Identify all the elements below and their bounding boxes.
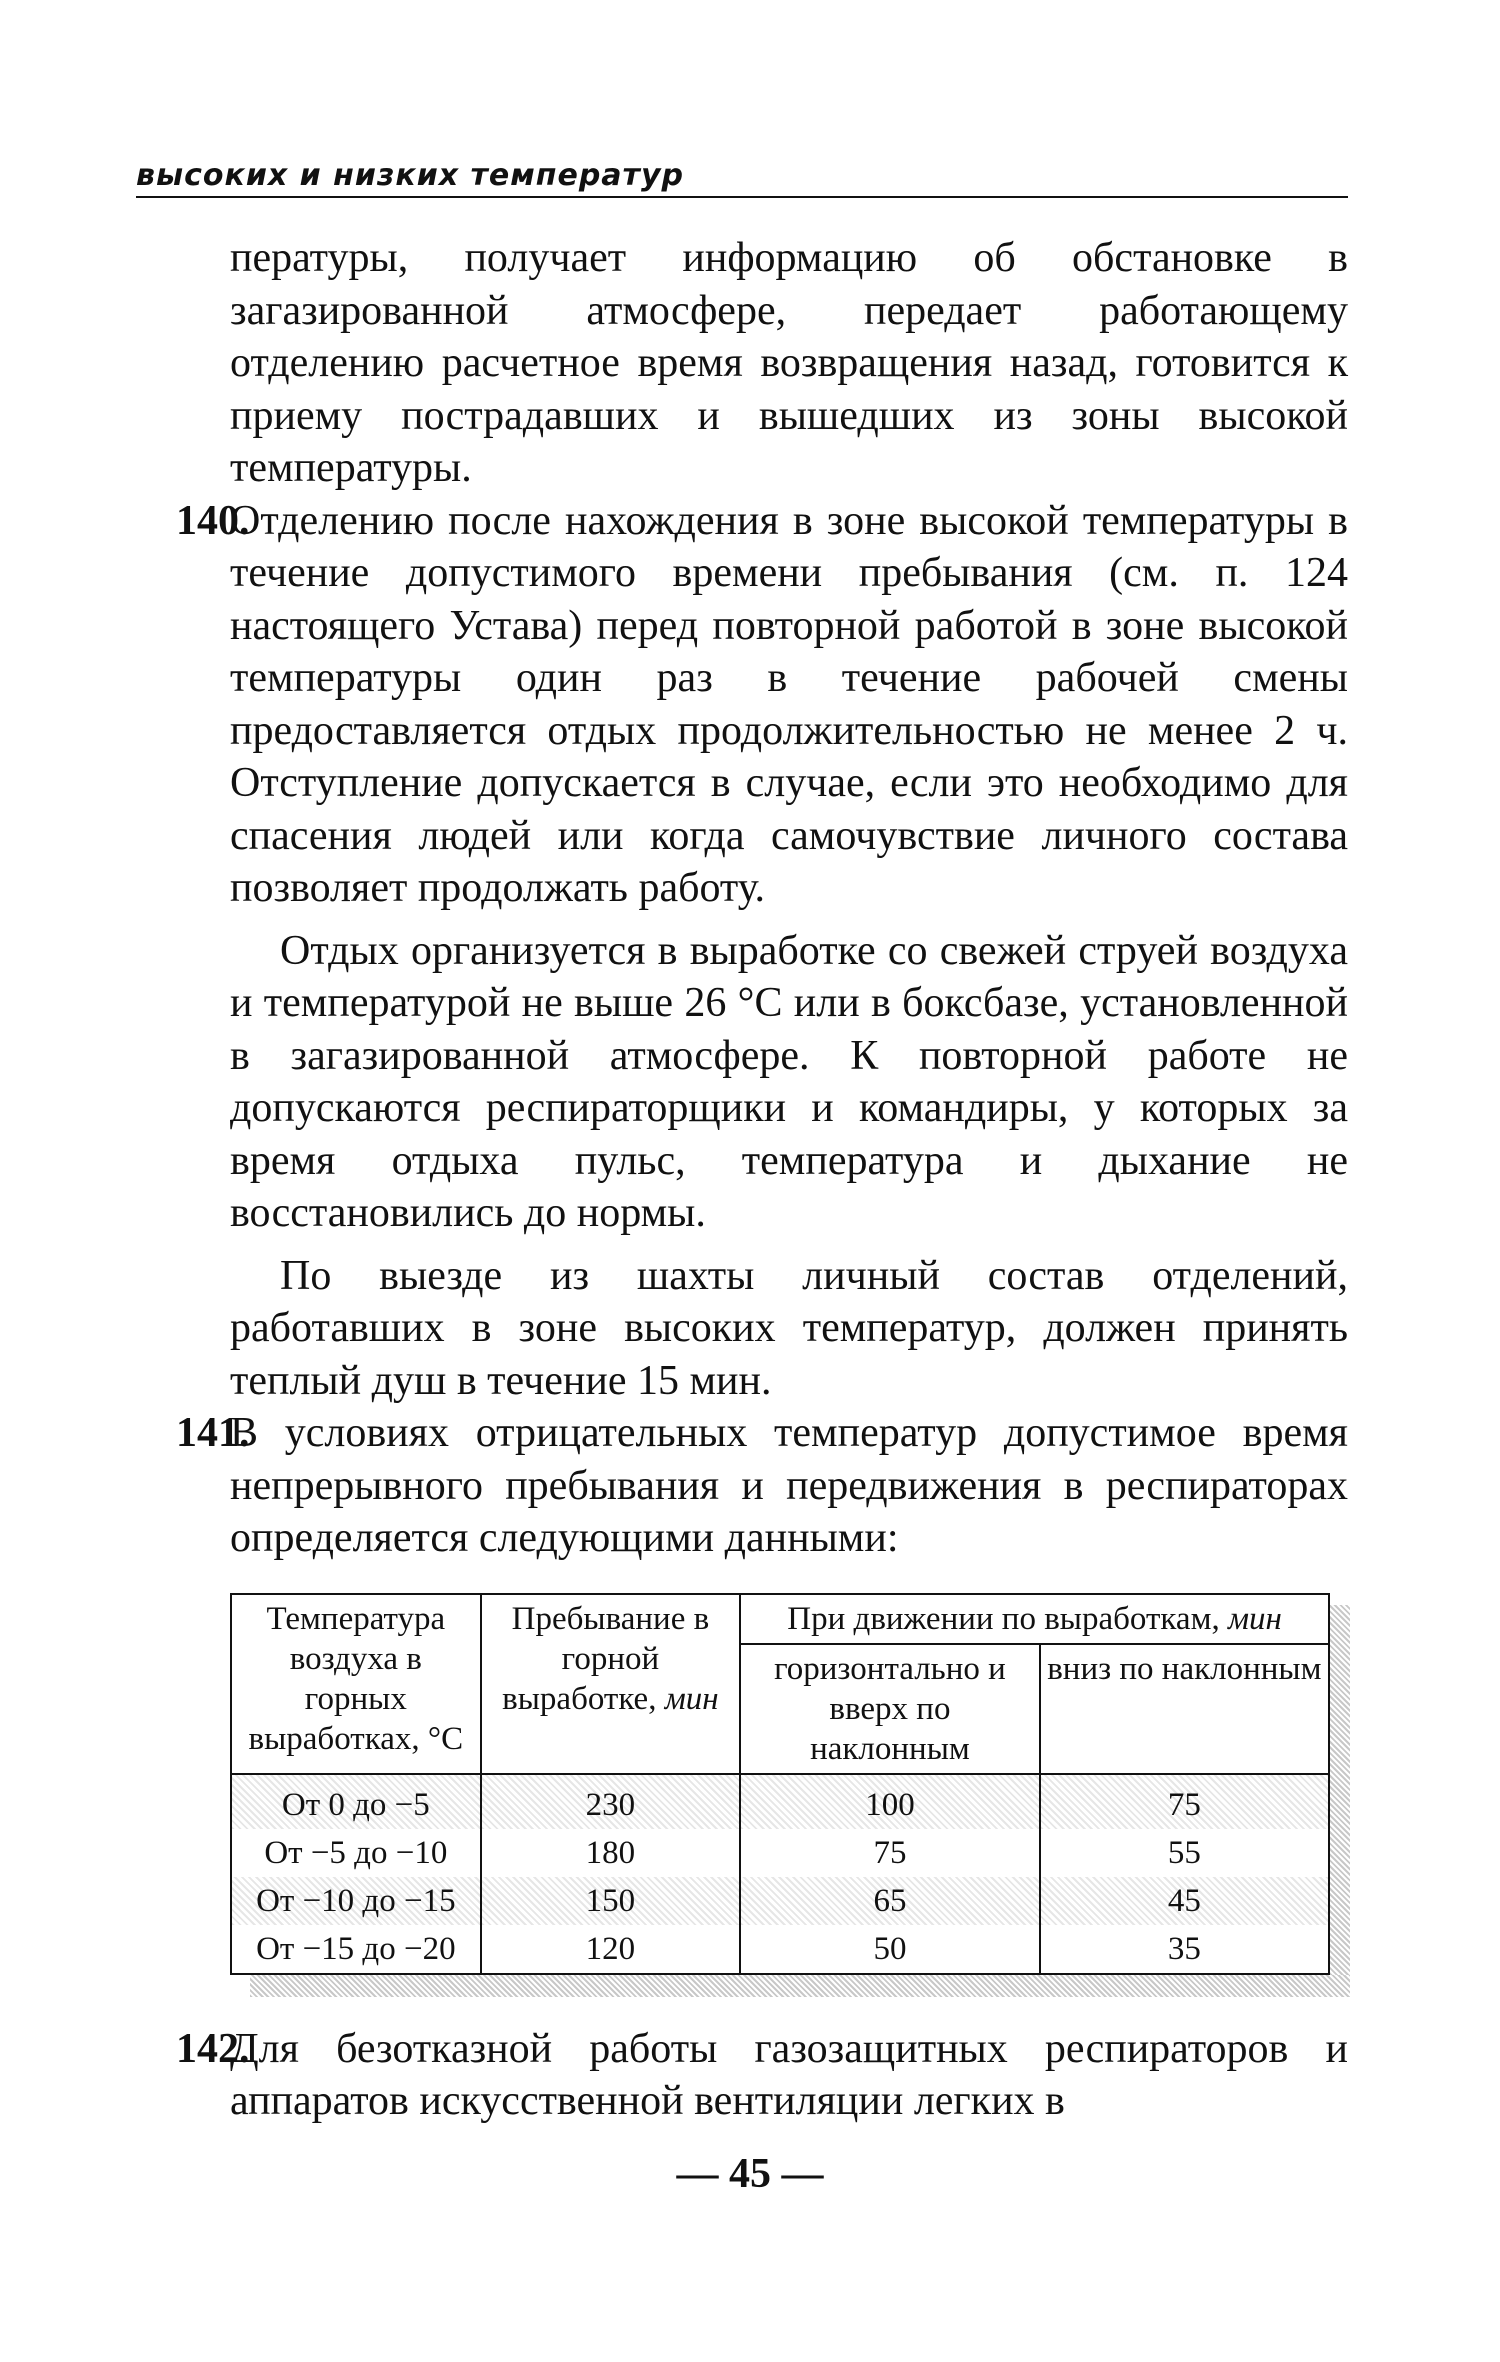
item-142 <box>136 2023 1348 2128</box>
page-body <box>136 232 1348 2128</box>
table-shadow-bottom <box>250 1975 1350 1997</box>
temperature-table <box>230 1593 1330 1975</box>
running-header <box>136 158 1348 198</box>
item-140-text: Отделению после нахождения в зоне высокой температуры в течение допустимого времени пребывания (см. п. 124 настоящего Устава) перед повторной работой в зоне высокой температуры один раз в течение рабочей смены предоставляется отдых продолжительностью не менее 2 ч. Отступление допускается в случае, если это необходимо для спасения людей или когда самочувствие личного состава позволяет продолжать работу. <box>230 497 1348 911</box>
cell-horizontal: 100 <box>740 1774 1040 1829</box>
item-141-number: 141. <box>176 1410 250 1456</box>
running-title: высоких и низких температур <box>136 158 684 193</box>
cell-horizontal: 50 <box>740 1925 1040 1974</box>
header-movement <box>740 1594 1329 1644</box>
cell-down: 35 <box>1040 1925 1329 1974</box>
header-stay-unit: мин <box>664 1680 719 1717</box>
cell-temp: От −5 до −10 <box>231 1829 481 1877</box>
header-movement-unit: мин <box>1227 1600 1282 1637</box>
cell-stay: 180 <box>481 1829 741 1877</box>
cell-down: 45 <box>1040 1877 1329 1925</box>
cell-horizontal: 75 <box>740 1829 1040 1877</box>
header-stay <box>481 1594 741 1774</box>
item-142-text: Для безотказной работы газозащитных респираторов и аппаратов искусственной вентиляции легких в <box>230 2025 1348 2124</box>
cell-temp: От 0 до −5 <box>231 1774 481 1829</box>
item-141 <box>136 1407 1348 1565</box>
cell-temp: От −10 до −15 <box>231 1877 481 1925</box>
shower-paragraph: По выезде из шахты личный состав отделений, работавших в зоне высоких температур, должен принять теплый душ в течение 15 мин. <box>230 1252 1348 1404</box>
table-row <box>231 1877 1329 1925</box>
item-140-number: 140. <box>176 497 250 544</box>
item-141-text: В условиях отрицательных температур допустимое время непрерывного пребывания и передвижения в респираторах определяется следующими данными: <box>230 1410 1348 1561</box>
cell-stay: 150 <box>481 1877 741 1925</box>
header-stay-label: Пребывание в горной выработке, <box>502 1600 710 1717</box>
page-number: — 45 — <box>676 2151 824 2197</box>
cell-stay: 230 <box>481 1774 741 1829</box>
subheader-horizontal: горизонтально и вверх по наклонным <box>740 1644 1040 1774</box>
cell-down: 55 <box>1040 1829 1329 1877</box>
rest-paragraph: Отдых организуется в выработке со свежей струей воздуха и температурой не выше 26 °С или в боксбазе, установленной в загазированной атмосфере. К повторной работе не допускаются респираторщики и командиры, у которых за время отдыха пульс, температура и дыхание не восстановились до нормы. <box>230 927 1348 1236</box>
cell-stay: 120 <box>481 1925 741 1974</box>
item-142-number: 142. <box>176 2025 250 2072</box>
header-temperature: Температура воздуха в горных выработках, °С <box>231 1594 481 1774</box>
table-shadow-right <box>1330 1605 1350 1975</box>
cell-horizontal: 65 <box>740 1877 1040 1925</box>
header-movement-label: При движении по выработкам, <box>787 1600 1220 1637</box>
table-row <box>231 1774 1329 1829</box>
temperature-table-wrapper <box>230 1593 1350 1975</box>
table-row <box>231 1925 1329 1974</box>
cell-down: 75 <box>1040 1774 1329 1829</box>
continuation-paragraph: пературы, получает информацию об обстановке в загазированной атмосфере, передает работающему отделению расчетное время возвращения назад, готовится к приему пострадавших и вышедших из зоны высокой температуры. <box>230 235 1348 491</box>
cell-temp: От −15 до −20 <box>231 1925 481 1974</box>
subheader-down: вниз по наклонным <box>1040 1644 1329 1774</box>
table-row <box>231 1829 1329 1877</box>
item-140 <box>136 495 1348 915</box>
